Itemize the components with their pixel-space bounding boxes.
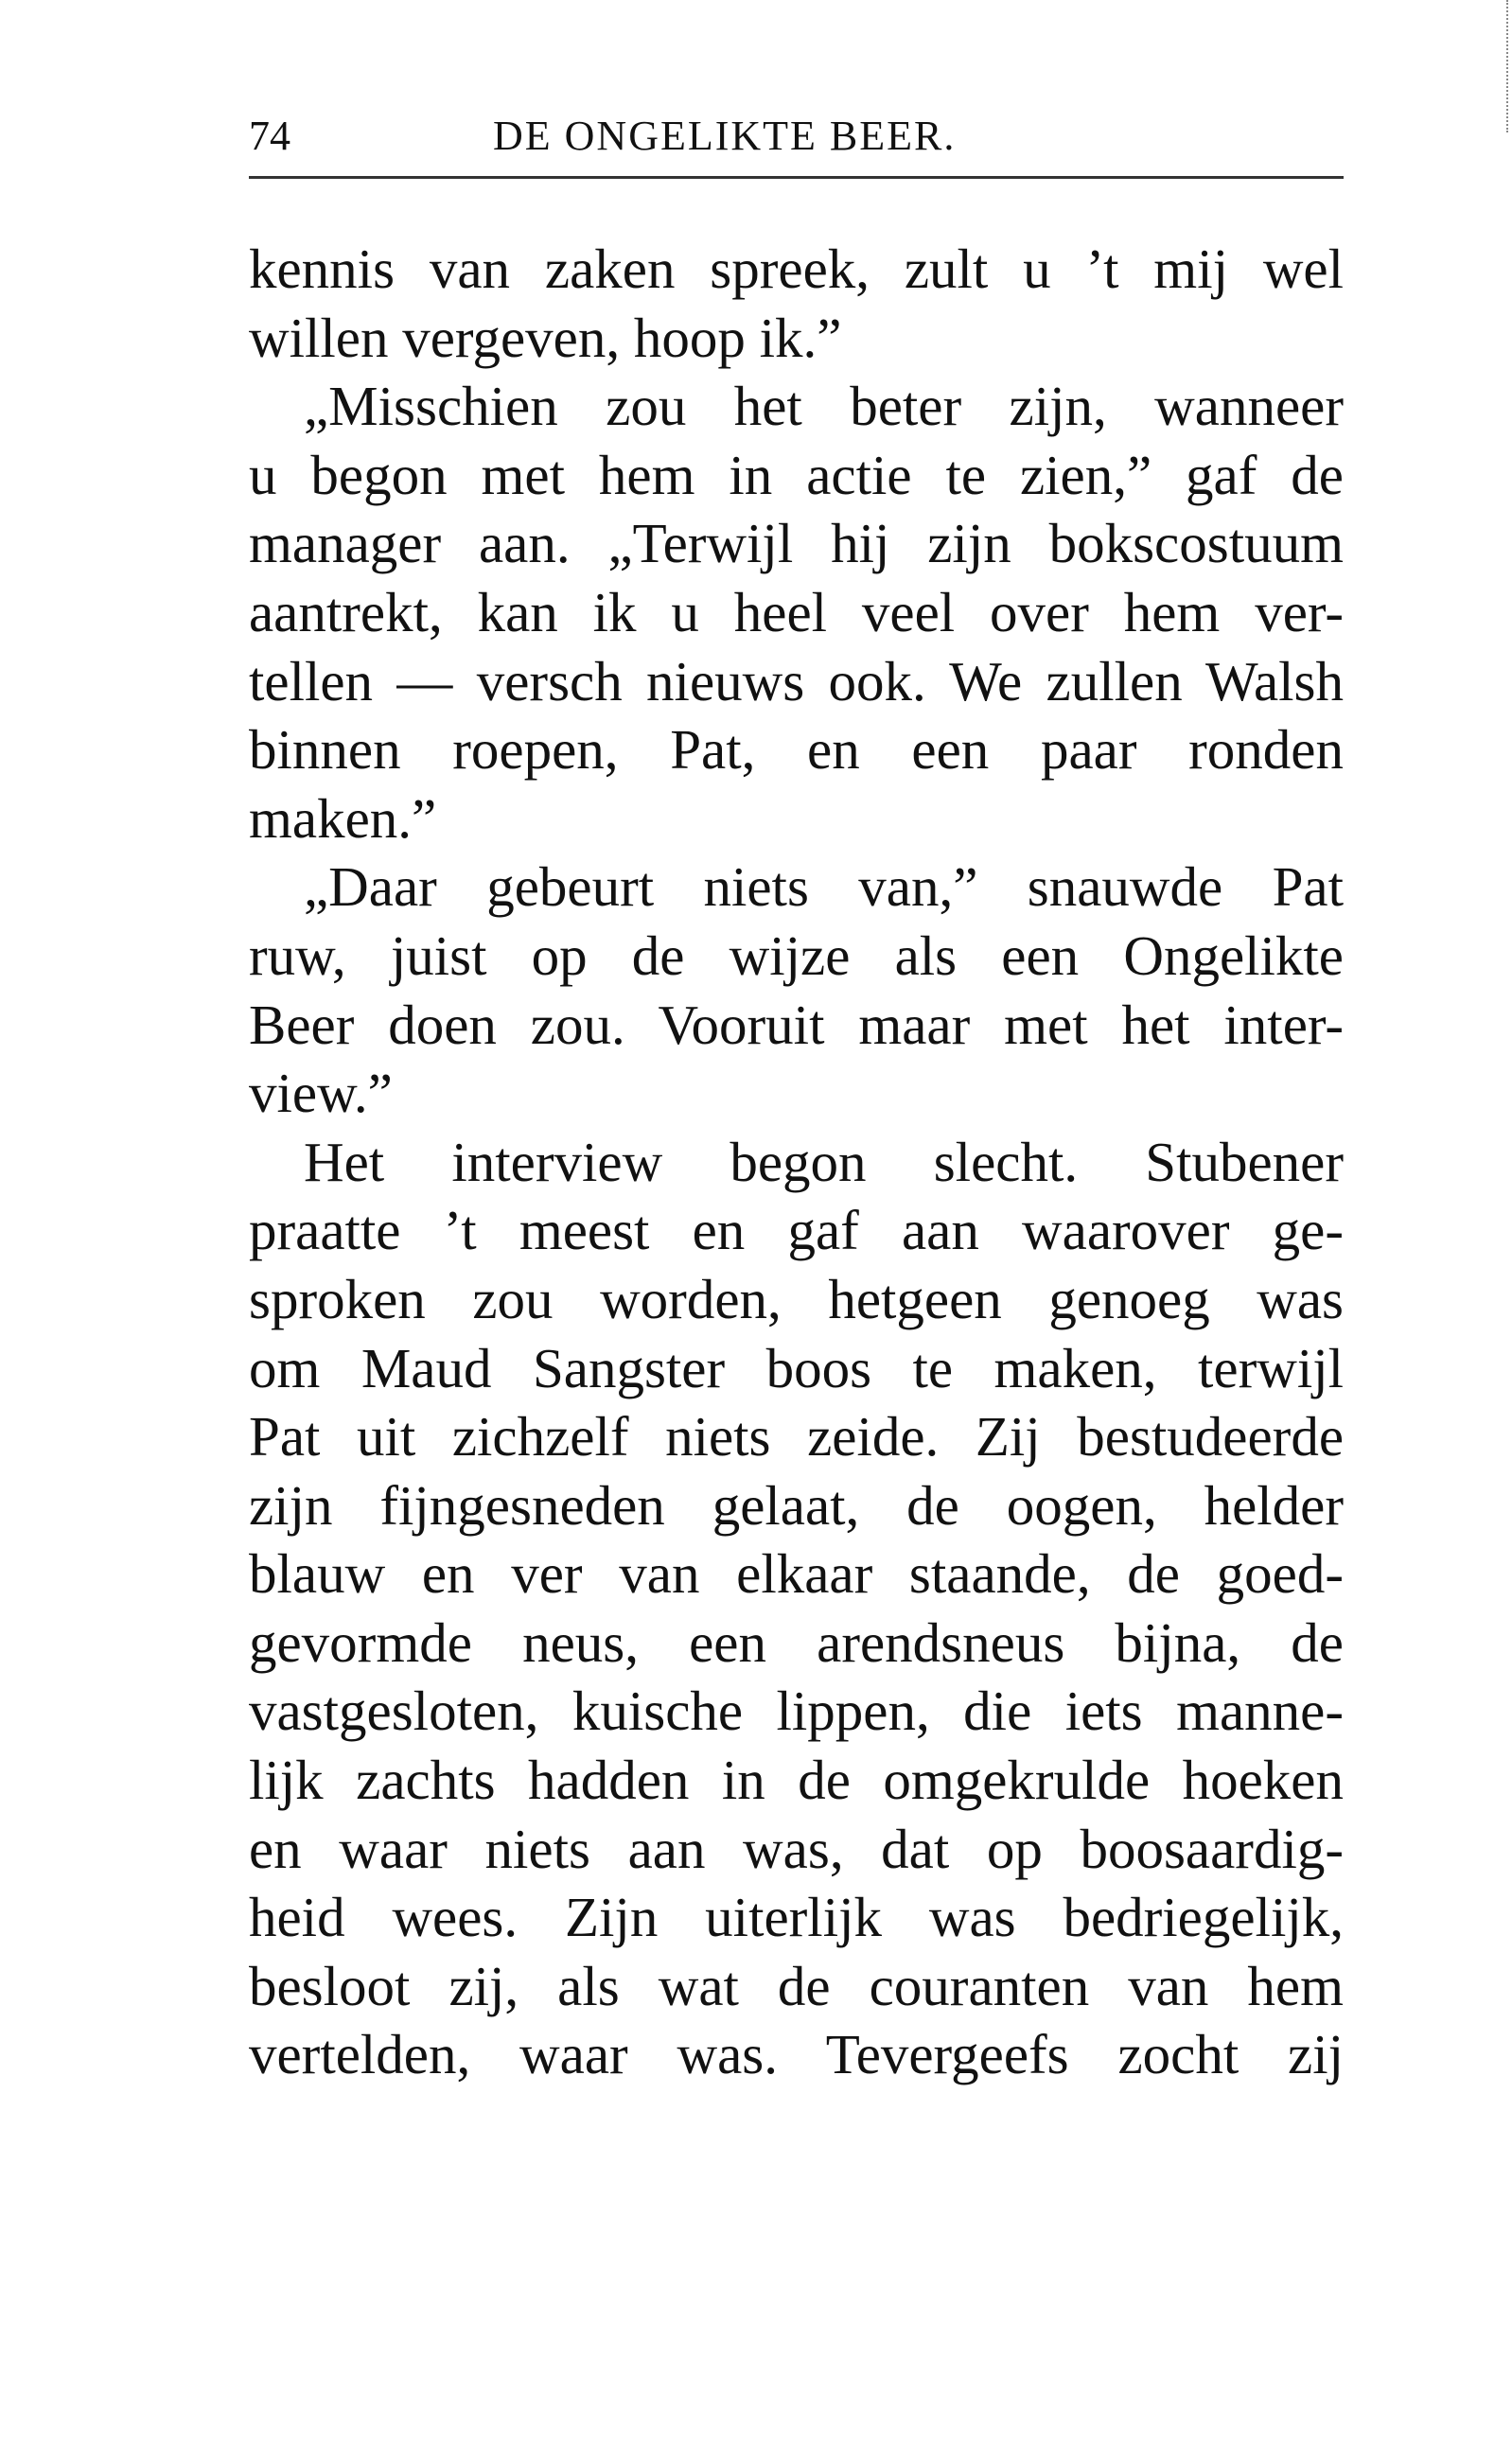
text-line: en waar niets aan was, dat op boosaardig- [249, 1817, 1344, 1880]
text-line: lijk zachts hadden in de omgekrulde hoeken [249, 1749, 1344, 1812]
text-line: „Misschien zou het beter zijn, wanneer [304, 375, 1344, 438]
text-line: Beer doen zou. Vooruit maar met het inter- [249, 993, 1344, 1056]
text-line: Het interview begon slecht. Stubener [304, 1130, 1344, 1193]
text-line: sproken zou worden, hetgeen genoeg was [249, 1267, 1344, 1330]
text-line: tellen — versch nieuws ook. We zullen Walsh [249, 649, 1344, 712]
text-line: ruw, juist op de wijze als een Ongelikte [249, 923, 1344, 987]
text-line: view.” [249, 1062, 393, 1125]
text-line: manager aan. „Terwijl hij zijn bokscostuum [249, 512, 1344, 575]
text-line: willen vergeven, hoop ik.” [249, 306, 842, 369]
page-edge-marks [1497, 0, 1508, 132]
text-line: maken.” [249, 786, 437, 850]
body-text [249, 235, 1344, 2089]
text-line: „Daar gebeurt niets van,” snauwde Pat [304, 855, 1344, 919]
text-line: gevormde neus, een arendsneus bijna, de [249, 1610, 1344, 1674]
text-line: vertelden, waar was. Tevergeefs zocht zij [249, 2023, 1344, 2086]
running-title: DE ONGELIKTE BEER. [493, 113, 957, 159]
text-line: zijn fijngesneden gelaat, de oogen, helder [249, 1473, 1344, 1537]
text-line: vastgesloten, kuische lippen, die iets manne- [249, 1680, 1344, 1743]
text-line: besloot zij, als wat de couranten van hem [249, 1954, 1344, 2017]
page-number: 74 [249, 113, 290, 159]
text-line: Pat uit zichzelf niets zeide. Zij bestudeerde [249, 1405, 1344, 1469]
text-line: praatte ’t meest en gaf aan waarover ge- [249, 1199, 1344, 1262]
text-line: blauw en ver van elkaar staande, de goed- [249, 1542, 1344, 1606]
text-line: kennis van zaken spreek, zult u ’t mij wel [249, 237, 1344, 300]
text-line: om Maud Sangster boos te maken, terwijl [249, 1336, 1344, 1399]
running-header [249, 112, 1344, 168]
text-line: aantrekt, kan ik u heel veel over hem ver- [249, 580, 1344, 643]
text-line: heid wees. Zijn uiterlijk was bedriegelijk, [249, 1886, 1344, 1949]
header-rule [249, 176, 1344, 179]
text-line: u begon met hem in actie te zien,” gaf de [249, 443, 1344, 506]
text-line: binnen roepen, Pat, en een paar ronden [249, 718, 1344, 782]
